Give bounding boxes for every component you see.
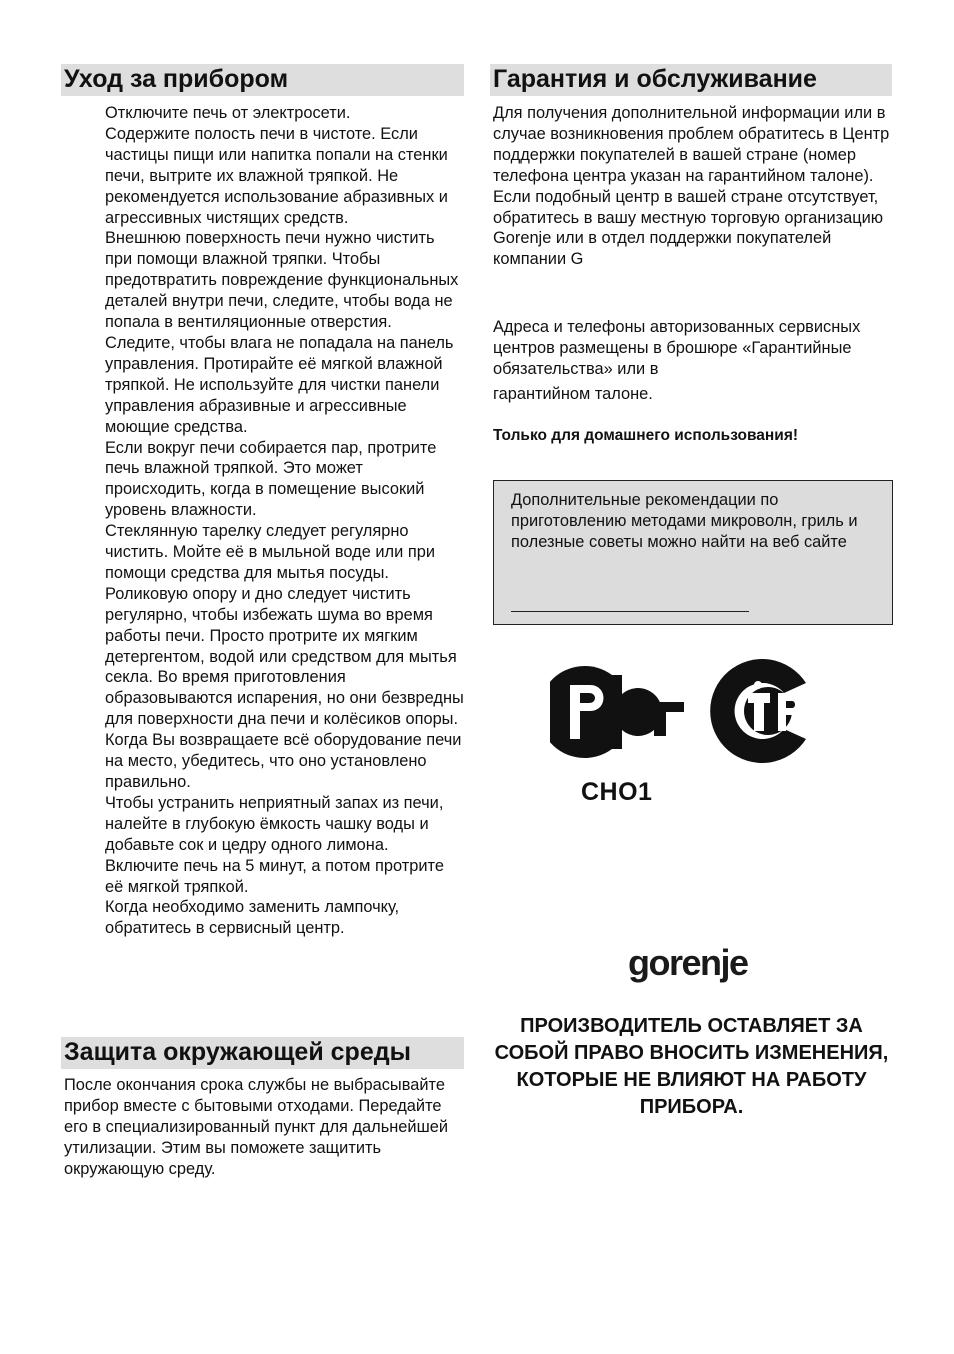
care-paragraph: Следите, чтобы влага не попадала на панель управления. Протирайте её мягкой влажной тряпкой. Не используйте для чистки панели управления абразивные и агрессивные моющие средства.: [105, 333, 454, 436]
environment-paragraph: После окончания срока службы не выбрасывайте прибор вместе с бытовыми отходами. Передайте его в специализированный пункт для дальнейшей утилизации. Этим вы поможете защитить окружающую среду.: [64, 1076, 448, 1178]
care-instructions: [105, 103, 465, 939]
environment-heading: Защита окружающей среды: [61, 1037, 464, 1069]
care-paragraph: Внешнюю поверхность печи нужно чистить при помощи влажной тряпки. Чтобы предотвратить повреждение функциональных деталей внутри печи, следите, чтобы вода не попала в вентиляционные отверстия.: [105, 229, 459, 332]
home-use-notice: Только для домашнего использования!: [493, 427, 799, 444]
environment-text: [64, 1075, 464, 1180]
ctr-certification-icon: [706, 655, 830, 767]
care-paragraph: Чтобы устранить неприятный запах из печи, налейте в глубокую ёмкость чашку воды и добавьте сок и цедру одного лимона. Включите печь на 5 минут, а потом протрите её мягкой тряпкой.: [105, 793, 444, 896]
care-paragraph: Роликовую опору и дно следует чистить регулярно, чтобы избежать шума во время работы печи. Просто протрите их мягким детергентом, водой или средством для мытья секла. Во время приготовления образовываются испарения, но они безвредны для поверхности дна печи и колёсиков опоры. Когда Вы возвращаете всё оборудование печи на место, убедитесь, что оно установлено правильно.: [105, 584, 464, 791]
certification-code: CHO1: [581, 778, 653, 806]
warranty-paragraph: Для получения дополнительной информации или в случае возникновения проблем обратитесь в Центр поддержки покупателей в вашей стране (номер телефона центра указан на гарантийном талоне). Если подобный центр в вашей стране отсутствует, обратитесь в вашу местную торговую организацию Gorenje или в отдел поддержки покупателей компании G: [493, 104, 890, 269]
website-blank-line: [511, 611, 749, 612]
gorenje-logo: gorenje: [628, 942, 748, 983]
warranty-text: [493, 103, 893, 270]
pct-certification-icon: [550, 657, 686, 767]
warranty-heading: Гарантия и обслуживание: [490, 64, 892, 96]
care-paragraph: Когда необходимо заменить лампочку, обратитесь в сервисный центр.: [105, 898, 400, 938]
service-paragraph: Адреса и телефоны авторизованных сервисных центров размещены в брошюре «Гарантийные обязательства» или в: [493, 318, 861, 378]
care-paragraph: Стеклянную тарелку следует регулярно чистить. Мойте её в мыльной воде или при помощи средства для мытья посуды.: [105, 522, 435, 582]
service-paragraph-end: гарантийном талоне.: [493, 384, 653, 403]
care-paragraph: Отключите печь от электросети.: [105, 104, 351, 122]
recommendations-box: [493, 480, 893, 625]
recommendations-text: Дополнительные рекомендации по приготовлению методами микроволн, гриль и полезные советы можно найти на веб сайте: [511, 491, 858, 551]
care-heading: Уход за прибором: [61, 64, 464, 96]
service-centers-text: [493, 317, 893, 405]
manufacturer-disclaimer: ПРОИЗВОДИТЕЛЬ ОСТАВЛЯЕТ ЗА СОБОЙ ПРАВО ВНОСИТЬ ИЗМЕНЕНИЯ, КОТОРЫЕ НЕ ВЛИЯЮТ НА РАБОТУ ПРИБОРА.: [494, 1015, 889, 1118]
care-paragraph: Содержите полость печи в чистоте. Если частицы пищи или напитка попали на стенки печи, вытрите их влажной тряпкой. Не рекомендуется использование абразивных и агрессивных чистящих средств.: [105, 124, 448, 227]
care-paragraph: Если вокруг печи собирается пар, протрите печь влажной тряпкой. Это может происходить, когда в помещение высокий уровень влажности.: [105, 438, 437, 520]
